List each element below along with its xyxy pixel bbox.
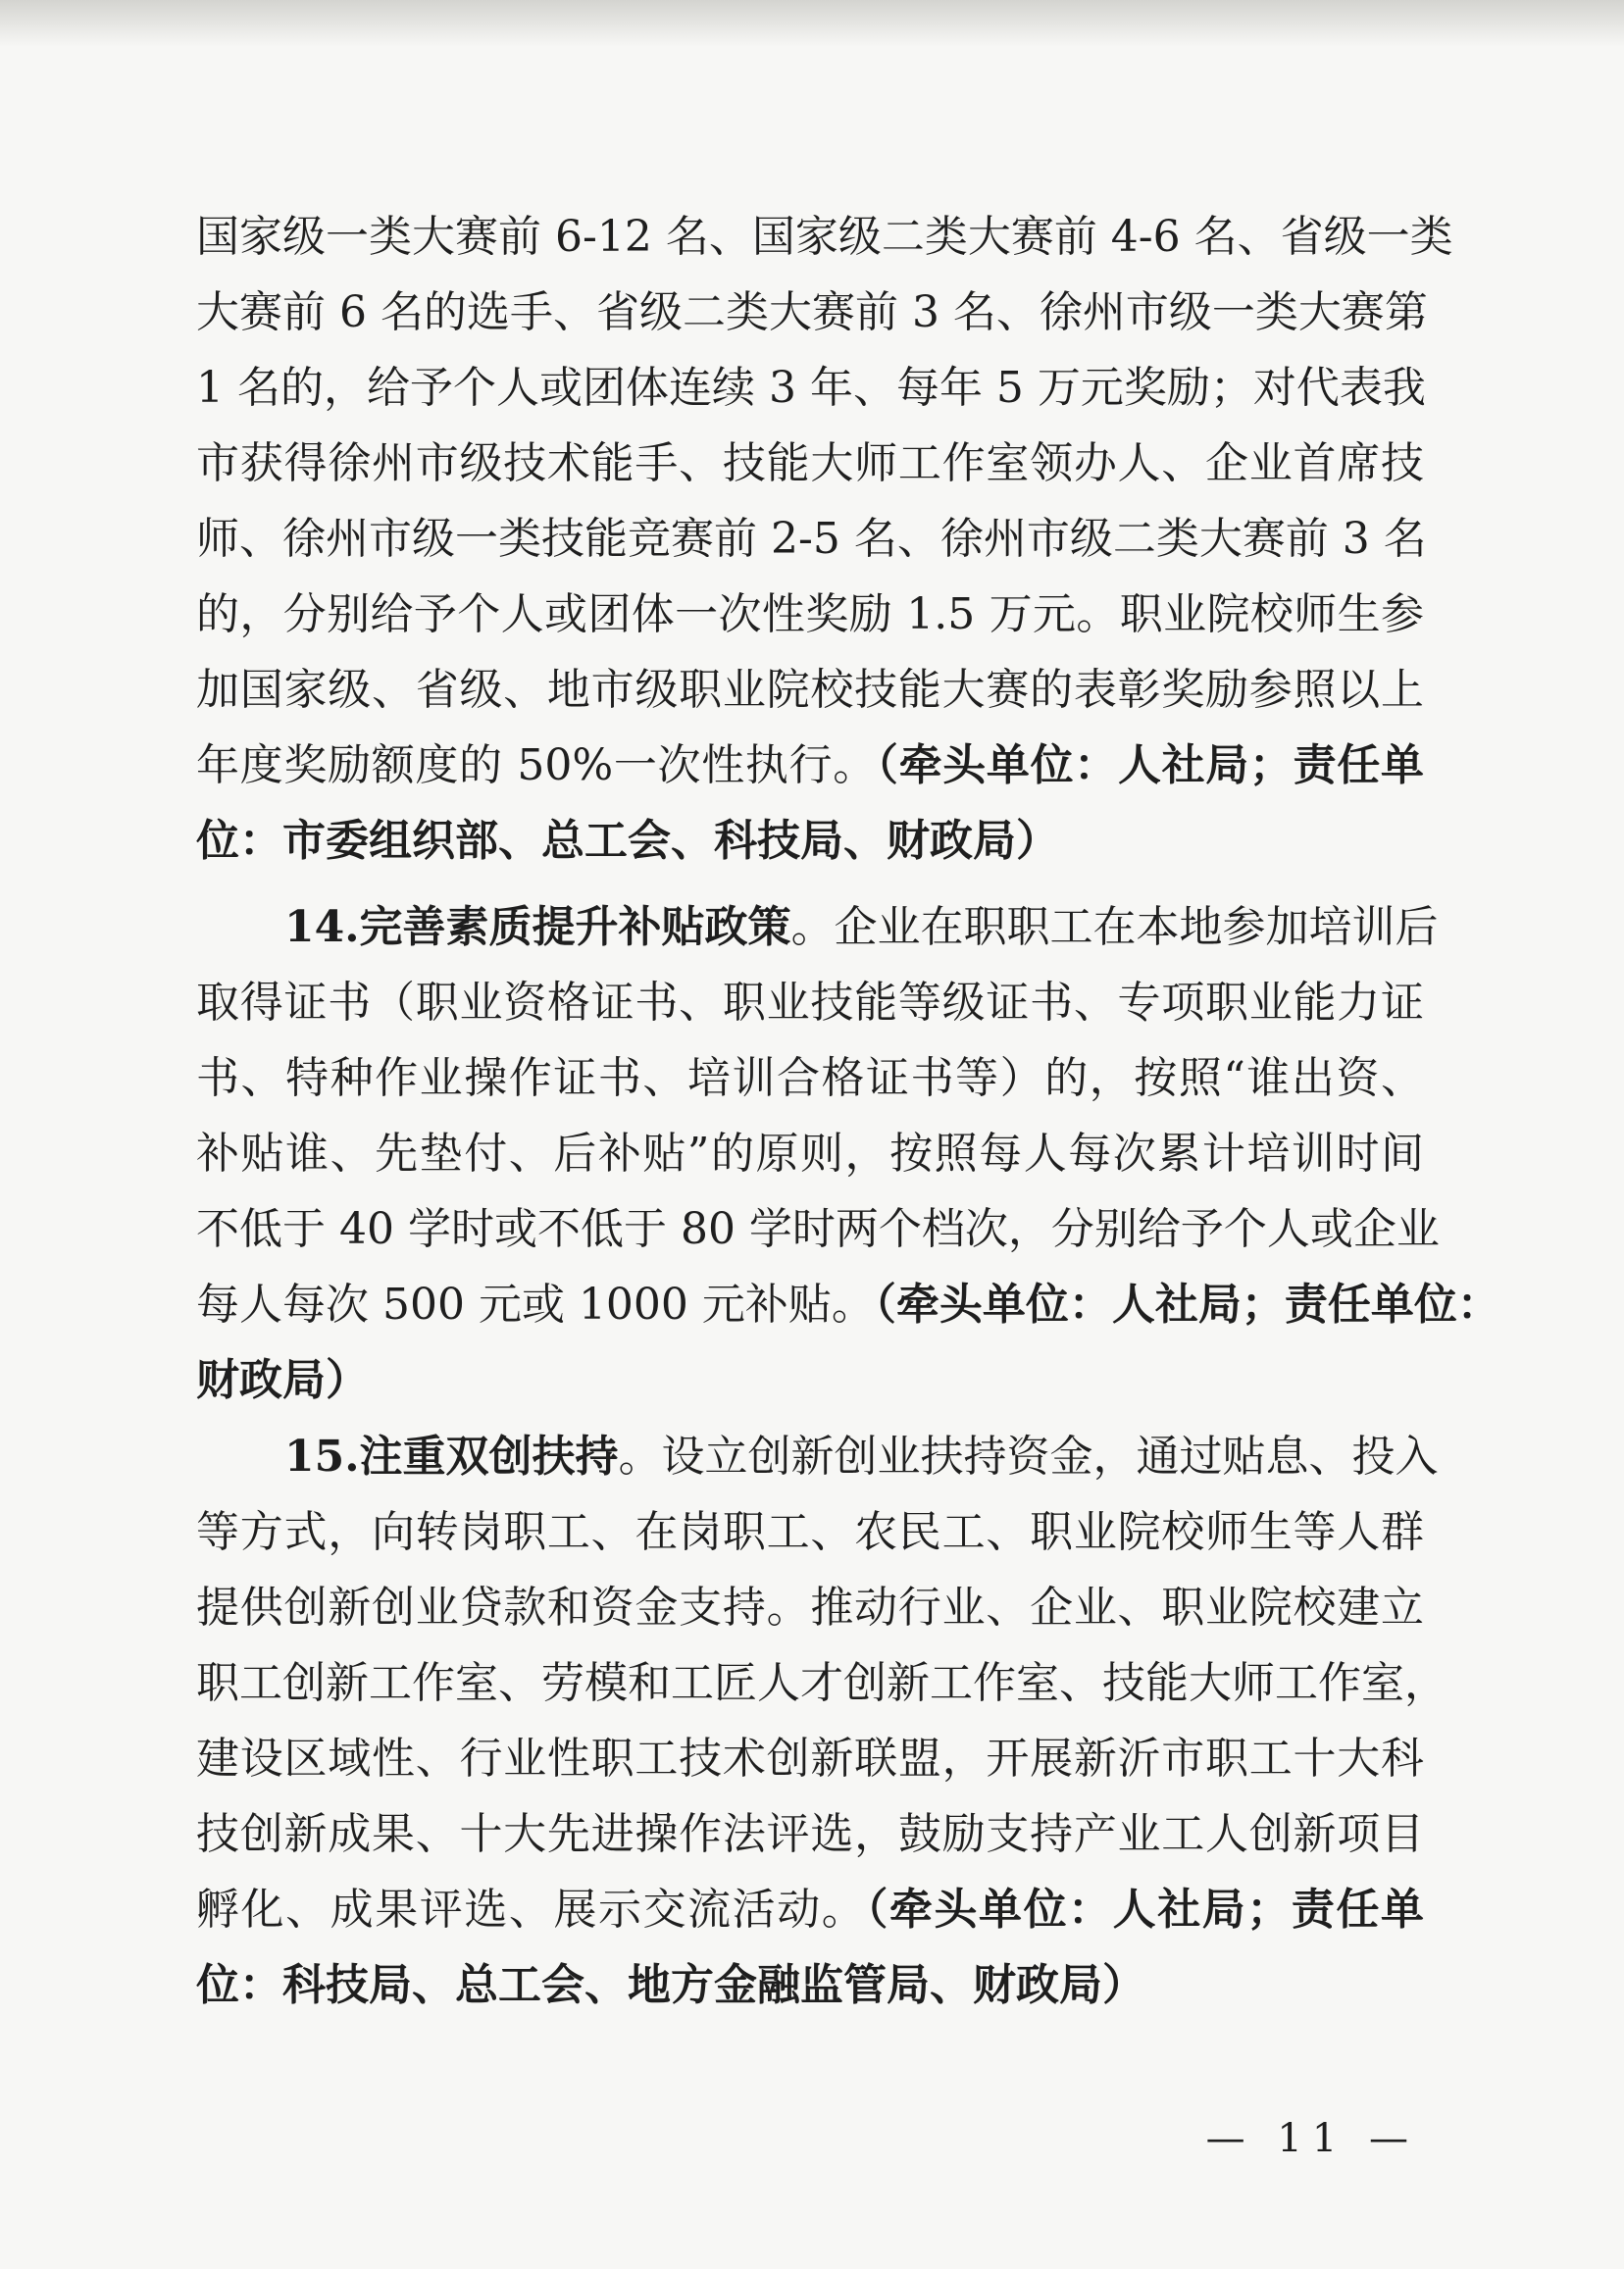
text-line bbox=[196, 728, 1424, 803]
text-line bbox=[196, 1419, 1439, 1494]
text-run: 年度奖励额度的 50%一次性执行。 bbox=[196, 740, 877, 790]
responsible-unit-text: 财政局） bbox=[196, 1355, 369, 1405]
text-line: 补贴谁、先垫付、后补贴”的原则，按照每人每次累计培训时间 bbox=[196, 1129, 1424, 1179]
text-line: 取得证书（职业资格证书、职业技能等级证书、专项职业能力证 bbox=[196, 978, 1424, 1028]
responsible-unit-text: （牵头单位：人社局；责任单位： bbox=[874, 1280, 1500, 1330]
text-line: 书、特种作业操作证书、培训合格证书等）的，按照“谁出资、 bbox=[196, 1053, 1424, 1103]
paragraph-13-continued bbox=[196, 199, 1453, 879]
text-line: 职工创新工作室、劳模和工匠人才创新工作室、技能大师工作室， bbox=[196, 1658, 1447, 1708]
text-run: 。设立创新创业扶持资金，通过贴息、投入 bbox=[618, 1432, 1439, 1482]
text-run: 每人每次 500 元或 1000 元补贴。 bbox=[196, 1280, 875, 1330]
scan-shadow bbox=[0, 0, 1624, 47]
section-heading-14: 14.完善素质提升补贴政策 bbox=[284, 902, 791, 952]
section-heading-15: 15.注重双创扶持 bbox=[284, 1432, 619, 1482]
text-line: 的，分别给予个人或团体一次性奖励 1.5 万元。职业院校师生参 bbox=[196, 589, 1424, 639]
responsible-unit-text: 位：市委组织部、总工会、科技局、财政局） bbox=[196, 816, 1059, 866]
text-line: 加国家级、省级、地市级职业院校技能大赛的表彰奖励参照以上 bbox=[196, 665, 1424, 715]
text-line bbox=[196, 1267, 1500, 1342]
text-line: 大赛前 6 名的选手、省级二类大赛前 3 名、徐州市级一类大赛第 bbox=[196, 287, 1428, 337]
text-line: 师、徐州市级一类技能竞赛前 2-5 名、徐州市级二类大赛前 3 名 bbox=[196, 514, 1427, 564]
text-run: 。企业在职职工在本地参加培训后 bbox=[790, 902, 1439, 952]
responsible-unit-text: 位：科技局、总工会、地方金融监管局、财政局） bbox=[196, 1960, 1145, 2010]
text-line: 1 名的，给予个人或团体连续 3 年、每年 5 万元奖励；对代表我 bbox=[196, 363, 1426, 413]
text-line bbox=[196, 1872, 1424, 1947]
text-line: 不低于 40 学时或不低于 80 学时两个档次，分别给予个人或企业 bbox=[196, 1204, 1440, 1254]
text-line: 技创新成果、十大先进操作法评选，鼓励支持产业工人创新项目 bbox=[196, 1809, 1424, 1859]
text-line: 国家级一类大赛前 6-12 名、国家级二类大赛前 4-6 名、省级一类 bbox=[196, 212, 1453, 262]
responsible-unit-text: （牵头单位：人社局；责任单 bbox=[866, 1885, 1425, 1935]
paragraph-15 bbox=[196, 1419, 1447, 2023]
text-line: 市获得徐州市级技术能手、技能大师工作室领办人、企业首席技 bbox=[196, 438, 1424, 488]
text-line bbox=[196, 889, 1439, 965]
page-number: — 11 — bbox=[1205, 2116, 1418, 2161]
text-run: 孵化、成果评选、展示交流活动。 bbox=[196, 1885, 867, 1935]
text-line: 等方式，向转岗职工、在岗职工、农民工、职业院校师生等人群 bbox=[196, 1507, 1424, 1557]
responsible-unit-text: （牵头单位：人社局；责任单 bbox=[876, 740, 1424, 790]
text-line: 建设区域性、行业性职工技术创新联盟，开展新沂市职工十大科 bbox=[196, 1734, 1424, 1784]
paragraph-14 bbox=[196, 889, 1500, 1418]
text-line: 提供创新创业贷款和资金支持。推动行业、企业、职业院校建立 bbox=[196, 1583, 1424, 1633]
